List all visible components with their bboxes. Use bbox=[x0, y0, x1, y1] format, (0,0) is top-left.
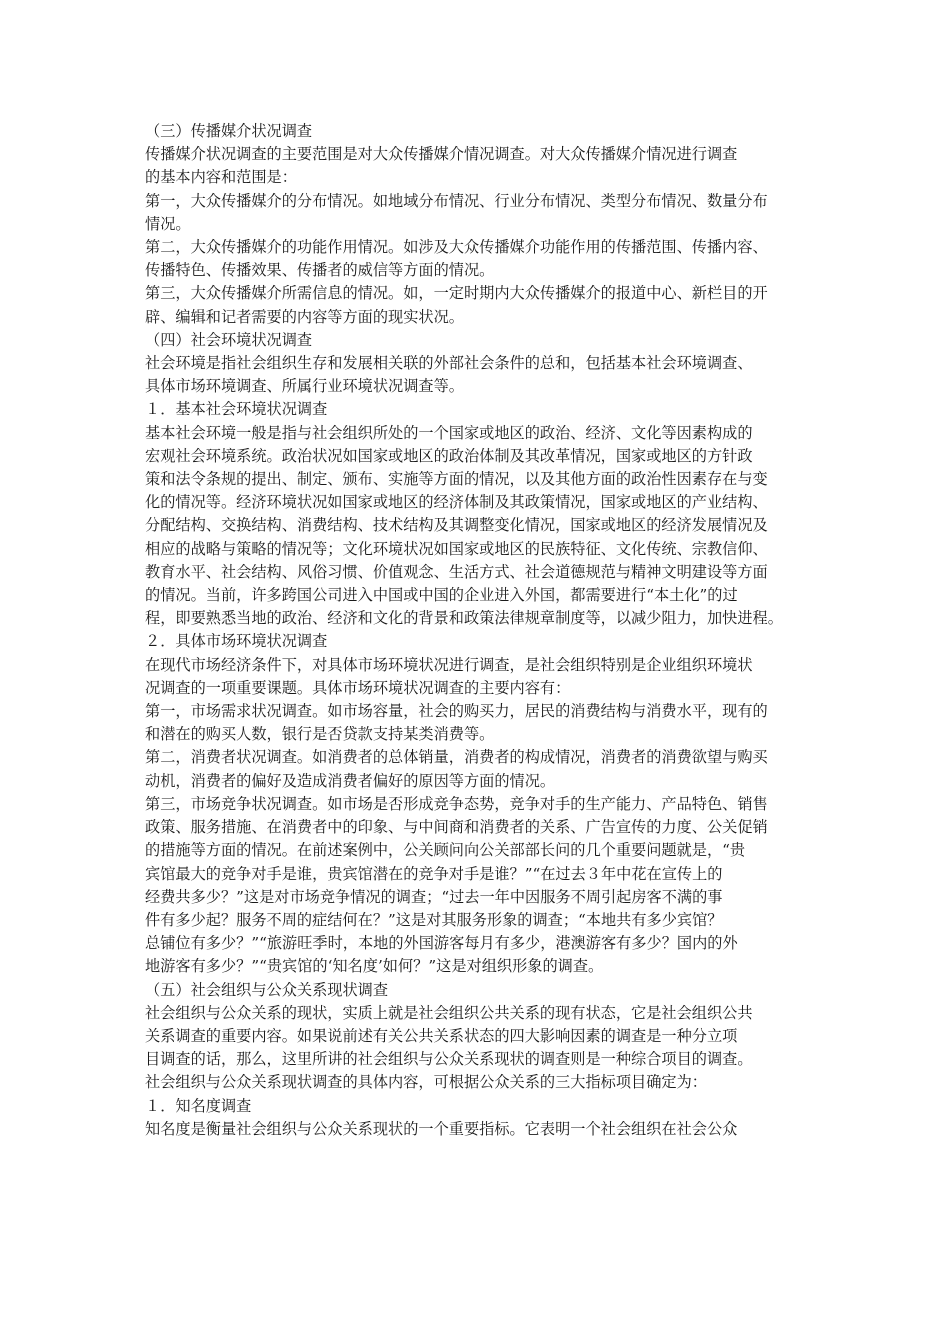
section-heading bbox=[145, 630, 813, 653]
text-line: 第三，市场竞争状况调查。如市场是否形成竞争态势，竞争对手的生产能力、产品特色、销售 bbox=[145, 794, 768, 813]
text-line: 相应的战略与策略的情况等；文化环境状况如国家或地区的民族特征、文化传统、宗教信仰、 bbox=[145, 539, 768, 558]
text-line: （五）社会组织与公众关系现状调查 bbox=[145, 980, 388, 999]
paragraph bbox=[145, 1118, 813, 1141]
text-line: 的情况。当前，许多跨国公司进入中国或中国的企业进入外国，都需要进行“本土化”的过 bbox=[145, 586, 738, 605]
section-heading bbox=[145, 120, 813, 143]
text-line: 总铺位有多少？”“旅游旺季时，本地的外国游客每月有多少，港澳游客有多少？国内的外 bbox=[145, 934, 738, 953]
text-line: 和潜在的购买人数，银行是否贷款支持某类消费等。 bbox=[145, 725, 495, 744]
paragraph bbox=[145, 654, 813, 700]
paragraph bbox=[145, 143, 813, 189]
text-line: 在现代市场经济条件下，对具体市场环境状况进行调查，是社会组织特别是企业组织环境状 bbox=[145, 655, 753, 674]
text-line: 宏观社会环境系统。政治状况如国家或地区的政治体制及其改革情况，国家或地区的方针政 bbox=[145, 446, 753, 465]
text-line: 第一，大众传播媒介的分布情况。如地域分布情况、行业分布情况、类型分布情况、数量分布 bbox=[145, 191, 768, 210]
text-line: 策和法令条规的提出、制定、颁布、实施等方面的情况，以及其他方面的政治性因素存在与变 bbox=[145, 470, 768, 489]
text-line: 关系调查的重要内容。如果说前述有关公共关系状态的四大影响因素的调查是一种分立项 bbox=[145, 1026, 738, 1045]
paragraph bbox=[145, 793, 813, 979]
text-line: ２．具体市场环境状况调查 bbox=[145, 632, 328, 651]
paragraph bbox=[145, 352, 813, 398]
text-line: （四）社会环境状况调查 bbox=[145, 330, 313, 349]
text-line: 件有多少起？服务不周的症结何在？”这是对其服务形象的调查；“本地共有多少宾馆？ bbox=[145, 910, 723, 929]
text-line: 的措施等方面的情况。在前述案例中，公关顾问向公关部部长问的几个重要问题就是，“贵 bbox=[145, 841, 746, 860]
text-line: 政策、服务措施、在消费者中的印象、与中间商和消费者的关系、广告宣传的力度、公关促销 bbox=[145, 818, 768, 837]
paragraph bbox=[145, 236, 813, 282]
text-line: 经费共多少？”这是对市场竞争情况的调查；“过去一年中因服务不周引起房客不满的事 bbox=[145, 887, 723, 906]
section-heading bbox=[145, 979, 813, 1002]
document-body bbox=[145, 120, 813, 1141]
text-line: 目调查的话，那么，这里所讲的社会组织与公众关系现状的调查则是一种综合项目的调查。 bbox=[145, 1050, 753, 1069]
text-line: 知名度是衡量社会组织与公众关系现状的一个重要指标。它表明一个社会组织在社会公众 bbox=[145, 1119, 738, 1138]
text-line: 社会环境是指社会组织生存和发展相关联的外部社会条件的总和，包括基本社会环境调查、 bbox=[145, 354, 753, 373]
paragraph bbox=[145, 422, 813, 631]
text-line: 分配结构、交换结构、消费结构、技术结构及其调整变化情况，国家或地区的经济发展情况及 bbox=[145, 516, 768, 535]
text-line: （三）传播媒介状况调查 bbox=[145, 122, 313, 140]
section-heading bbox=[145, 329, 813, 352]
text-line: 程，即要熟悉当地的政治、经济和文化的背景和政策法律规章制度等，以减少阻力，加快进程。 bbox=[145, 609, 783, 628]
text-line: 动机，消费者的偏好及造成消费者偏好的原因等方面的情况。 bbox=[145, 771, 556, 790]
text-line: 宾馆最大的竞争对手是谁，贵宾馆潜在的竞争对手是谁？”“在过去３年中花在宣传上的 bbox=[145, 864, 723, 883]
text-line: １．知名度调查 bbox=[145, 1096, 252, 1115]
paragraph bbox=[145, 190, 813, 236]
text-line: 传播媒介状况调查的主要范围是对大众传播媒介情况调查。对大众传播媒介情况进行调查 bbox=[145, 145, 738, 164]
text-line: 况调查的一项重要课题。具体市场环境状况调查的主要内容有： bbox=[145, 678, 571, 697]
paragraph bbox=[145, 700, 813, 746]
section-heading bbox=[145, 1095, 813, 1118]
text-line: 具体市场环境调查、所属行业环境状况调查等。 bbox=[145, 377, 464, 396]
text-line: 传播特色、传播效果、传播者的威信等方面的情况。 bbox=[145, 261, 495, 280]
text-line: 第三，大众传播媒介所需信息的情况。如，一定时期内大众传播媒介的报道中心、新栏目的开 bbox=[145, 284, 768, 303]
text-line: 情况。 bbox=[145, 214, 191, 233]
section-heading bbox=[145, 398, 813, 421]
text-line: 社会组织与公众关系的现状，实质上就是社会组织公共关系的现有状态，它是社会组织公共 bbox=[145, 1003, 753, 1022]
text-line: １．基本社会环境状况调查 bbox=[145, 400, 328, 419]
paragraph bbox=[145, 282, 813, 328]
text-line: 基本社会环境一般是指与社会组织所处的一个国家或地区的政治、经济、文化等因素构成的 bbox=[145, 423, 753, 442]
paragraph bbox=[145, 746, 813, 792]
text-line: 化的情况等。经济环境状况如国家或地区的经济体制及其政策情况，国家或地区的产业结构、 bbox=[145, 493, 768, 512]
text-line: 辟、编辑和记者需要的内容等方面的现实状况。 bbox=[145, 307, 464, 326]
text-line: 的基本内容和范围是： bbox=[145, 168, 297, 187]
paragraph bbox=[145, 1002, 813, 1095]
text-line: 第二，大众传播媒介的功能作用情况。如涉及大众传播媒介功能作用的传播范围、传播内容、 bbox=[145, 238, 768, 257]
text-line: 第二，消费者状况调查。如消费者的总体销量，消费者的构成情况，消费者的消费欲望与购买 bbox=[145, 748, 768, 767]
text-line: 第一，市场需求状况调查。如市场容量，社会的购买力，居民的消费结构与消费水平，现有的 bbox=[145, 702, 768, 721]
text-line: 教育水平、社会结构、风俗习惯、价值观念、生活方式、社会道德规范与精神文明建设等方面 bbox=[145, 562, 768, 581]
text-line: 社会组织与公众关系现状调查的具体内容，可根据公众关系的三大指标项目确定为： bbox=[145, 1073, 707, 1092]
text-line: 地游客有多少？”“贵宾馆的‘知名度’如何？”这是对组织形象的调查。 bbox=[145, 957, 604, 976]
